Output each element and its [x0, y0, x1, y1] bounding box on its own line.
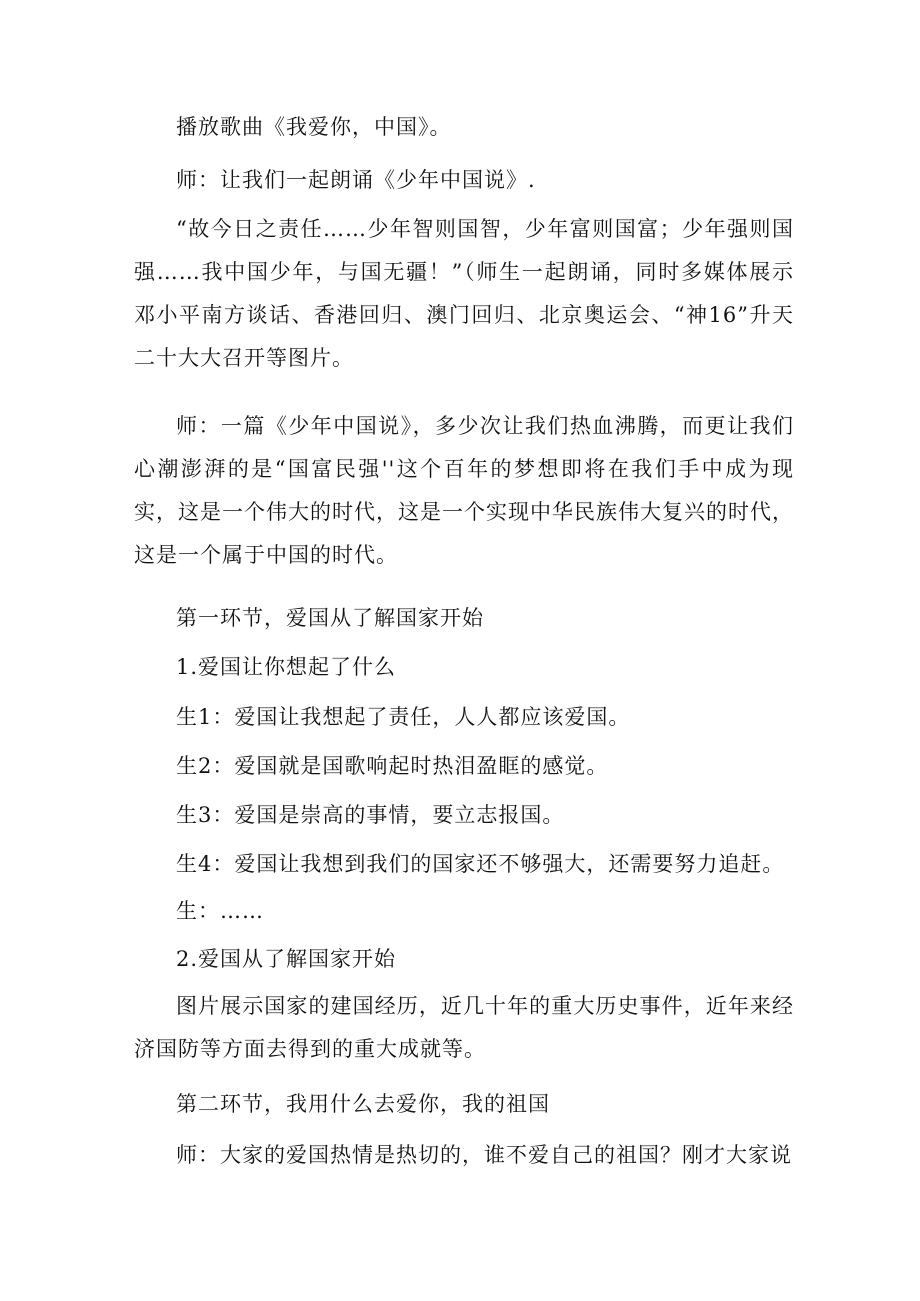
section-heading-1: 第一环节，爱国从了解国家开始	[176, 606, 484, 630]
paragraph-teacher-recite: 师：让我们一起朗诵《少年中国说》.	[176, 168, 536, 192]
student-answer-3: 生3：爱国是崇高的事情，要立志报国。	[176, 803, 565, 827]
section-heading-2: 第二环节，我用什么去爱你，我的祖国	[176, 1092, 550, 1116]
paragraph-teacher-speech: 师：一篇《少年中国说》，多少次让我们热血沸腾，而更让我们心潮澎湃的是“国富民强''这个百年的梦想即将在我们手中成为现实，这是一个伟大的时代，这是一个实现中华民族伟大复兴的时代，这是一个属于中国的时代。	[134, 414, 794, 567]
paragraph-teacher-final: 师：大家的爱国热情是热切的，谁不爱自己的祖国？刚才大家说	[176, 1143, 792, 1167]
paragraph-images: 图片展示国家的建国经历，近几十年的重大历史事件，近年来经济国防等方面去得到的重大成就等。	[134, 994, 794, 1061]
student-answer-1: 生1：爱国让我想起了责任，人人都应该爱国。	[176, 705, 631, 729]
student-answer-2: 生2：爱国就是国歌响起时热泪盈眶的感觉。	[176, 754, 609, 778]
subheading-2: 2.爱国从了解国家开始	[176, 947, 397, 971]
subheading-1: 1.爱国让你想起了什么	[176, 655, 397, 679]
student-answer-4: 生4：爱国让我想到我们的国家还不够强大，还需要努力追赶。	[176, 852, 785, 876]
student-answer-more: 生：……	[176, 899, 264, 923]
paragraph-song: 播放歌曲《我爱你，中国》。	[176, 115, 452, 139]
paragraph-quote: “故今日之责任……少年智则国智，少年富则国富；少年强则国强……我中国少年，与国无疆！”（师生一起朗诵，同时多媒体展示邓小平南方谈话、香港回归、澳门回归、北京奥运会、“神16”升天二十大大召开等图片。	[134, 217, 794, 370]
